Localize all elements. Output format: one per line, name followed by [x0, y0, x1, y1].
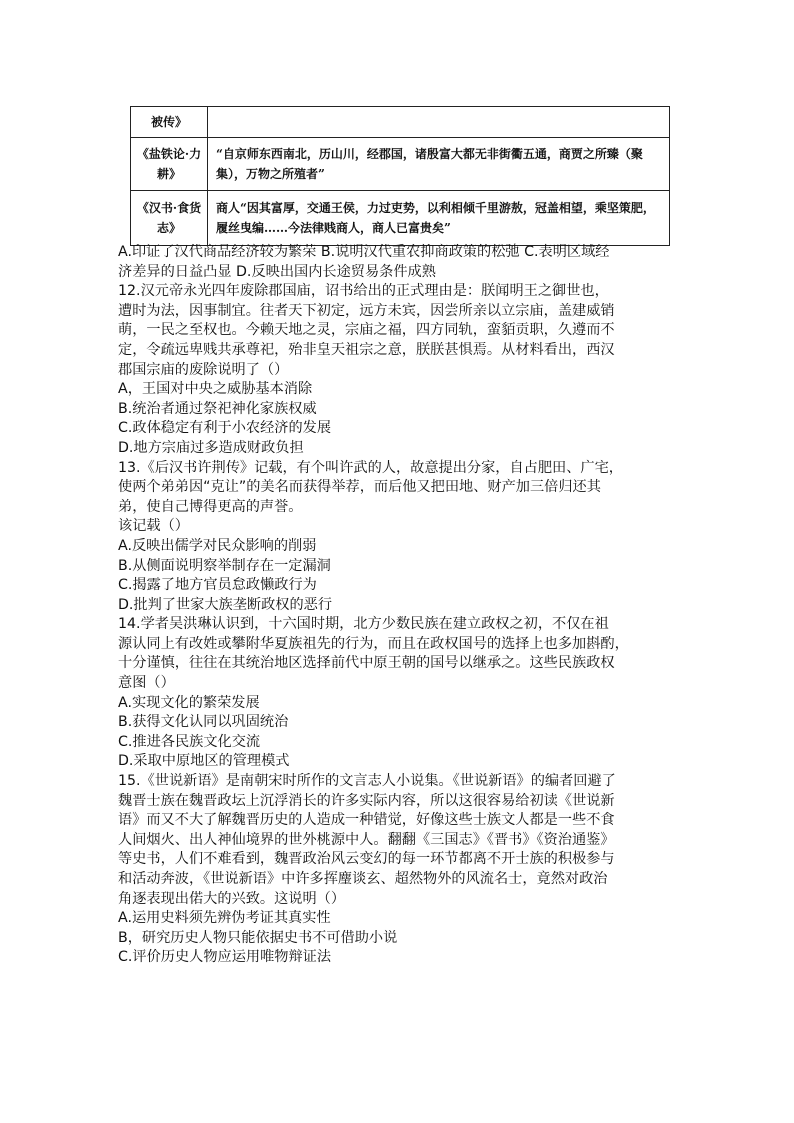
q12-option-b: B.统治者通过祭祀神化家族权威: [118, 400, 317, 417]
q15-stem-line: 角逐表现出偌大的兴致。这说明（）: [118, 890, 346, 907]
table-row: [131, 191, 670, 246]
q13-option-a: A.反映出儒学对民众影响的削弱: [118, 537, 317, 554]
q15-stem-line: 人间烟火、出人神仙境界的世外桃源中人。翻翻《三国志》《晋书》《资治通鉴》: [118, 831, 615, 848]
table-cell-source: 《盐铁论·力耕》: [131, 138, 208, 191]
q13-option-b: B.从侧面说明察举制存在一定漏洞: [118, 557, 331, 574]
q14-option-a: A.实现文化的繁荣发展: [118, 694, 260, 711]
q12-stem-line: 遭时为法，因事制宜。往者天下初定，远方未宾，因尝所亲以立宗庙，盖建威销: [118, 302, 615, 319]
table-row: [131, 107, 670, 138]
q14-stem-line: 意图（）: [118, 675, 175, 692]
q13-stem-line: 弟，使自己博得更高的声誉。: [118, 498, 303, 515]
q13-stem-line: 使两个弟弟因“克让”的美名而获得举荐，而后他又把田地、财产加三倍归还其: [118, 479, 601, 496]
q15-option-c: C.评价历史人物应运用唯物辩证法: [118, 949, 332, 966]
table-row: [131, 138, 670, 191]
q14-stem-line: 14.学者吴洪琳认识到，十六国时期，北方少数民族在建立政权之初，不仅在祖: [118, 616, 609, 633]
q14-option-d: D.采取中原地区的管理模式: [118, 753, 290, 770]
q14-option-b: B.获得文化认同以巩固统治: [118, 714, 289, 731]
q14-stem-line: 十分谨慎，往往在其统治地区选择前代中原王朝的国号以继承之。这些民族政权: [118, 655, 615, 672]
source-table: [130, 106, 670, 246]
q12-stem-line: 12.汉元帝永光四年废除郡国庙，诏书给出的正式理由是：朕闻明王之御世也，: [118, 283, 609, 300]
q15-stem-line: 语》而又不大了解魏晋历史的人造成一种错觉，好像这些士族文人都是一些不食: [118, 812, 615, 829]
q12-option-d: D.地方宗庙过多造成财政负担: [118, 439, 304, 456]
q12-option-c: C.政体稳定有利于小农经济的发展: [118, 420, 332, 437]
q15-option-b: B，研究历史人物只能依据史书不可借助小说: [118, 929, 398, 946]
q12-stem-line: 定，令疏远卑贱共承尊祀，殆非皇天祖宗之意，朕朕甚惧焉。从材料看出，西汉: [118, 341, 615, 358]
q11-options-line: 济差异的日益凸显 D.反映出国内长途贸易条件成熟: [118, 263, 436, 280]
table-cell-source: 被传》: [131, 107, 208, 138]
q14-option-c: C.推进各民族文化交流: [118, 733, 261, 750]
q13-option-d: D.批判了世家大族垄断政权的恶行: [118, 596, 333, 613]
q12-stem-line: 萌，一民之至权也。今赖天地之灵，宗庙之福，四方同轨，蛮貊贡职，久遵而不: [118, 322, 615, 339]
question-text: [118, 243, 684, 968]
q13-option-c: C.揭露了地方官员怠政懒政行为: [118, 577, 317, 594]
q15-stem-line: 和活动奔波，《世说新语》中许多挥麈谈玄、超然物外的风流名士，竟然对政治: [118, 871, 608, 887]
q13-stem-line: 13.《后汉书许荆传》记载，有个叫许武的人，故意提出分家，自占肥田、广宅，: [118, 459, 623, 476]
q15-stem-line: 15.《世说新语》是南朝宋时所作的文言志人小说集。《世说新语》的编者回避了: [118, 773, 616, 790]
q12-stem-line: 郡国宗庙的废除说明了（）: [118, 361, 289, 378]
q15-option-a: A.运用史料须先辨伪考证其真实性: [118, 910, 331, 927]
q11-options-line: A.印证了汉代商品经济较为繁荣 B.说明汉代重农抑商政策的松弛 C.表明区域经: [118, 244, 610, 260]
q15-stem-line: 魏晋士族在魏晋政坛上沉浮消长的许多实际内容，所以这很容易给初读《世说新: [118, 792, 615, 809]
q15-stem-line: 等史书，人们不难看到，魏晋政治风云变幻的每一环节都离不开士族的积极参与: [118, 851, 615, 868]
table-cell-content: 商人“因其富厚，交通王侯，力过吏势，以利相倾千里游敖，冠盖相望，乘坚策肥，履丝曳编……今法律贱商人，商人已富贵矣”: [208, 191, 670, 246]
table-cell-content: “自京师东西南北，历山川，经郡国，诸殷富大都无非街衢五通，商贾之所臻（聚集），万物之所殖者”: [208, 138, 670, 191]
q14-stem-line: 源认同上有改姓或攀附华夏族祖先的行为，而且在政权国号的选择上也多加斟酌，: [118, 635, 629, 652]
q13-stem-line: 该记载（）: [118, 518, 189, 535]
q12-option-a: A，王国对中央之威胁基本消除: [118, 381, 313, 398]
table-cell-source: 《汉书·食货志》: [131, 191, 208, 246]
table-cell-content: [208, 107, 670, 138]
